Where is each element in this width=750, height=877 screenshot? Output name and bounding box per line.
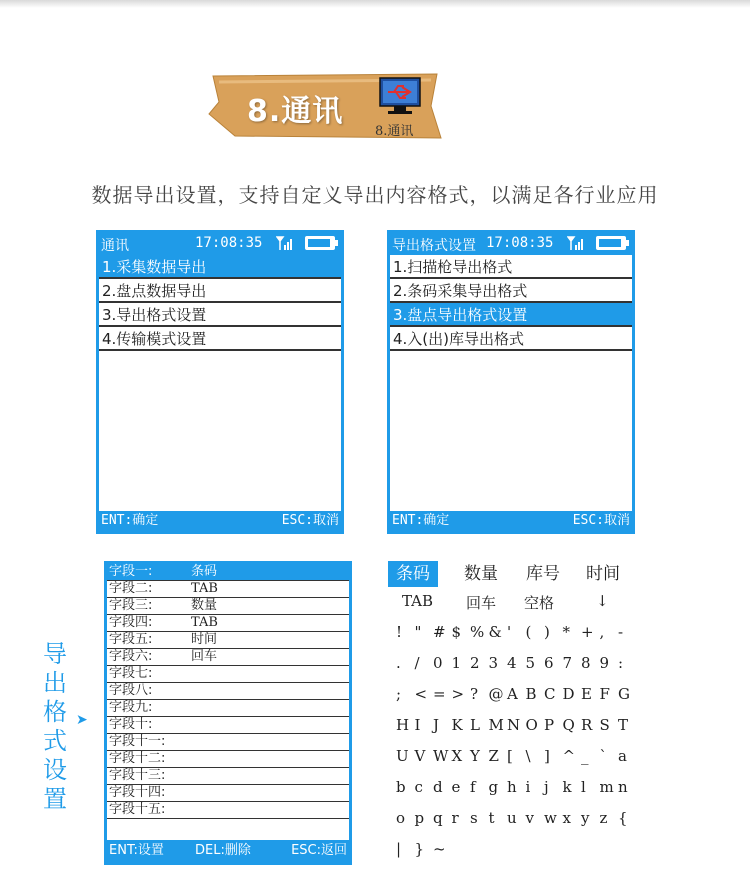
tab-key[interactable]: 时间 bbox=[586, 564, 620, 584]
tab-key[interactable]: 库号 bbox=[526, 564, 560, 584]
page-subtitle: 数据导出设置，支持自定义导出内容格式，以满足各行业应用 bbox=[91, 183, 659, 207]
tab-key[interactable]: 条码 bbox=[388, 561, 438, 587]
char-key[interactable]: [ bbox=[507, 747, 513, 765]
field-row[interactable] bbox=[107, 768, 349, 785]
char-row bbox=[388, 685, 638, 711]
softkey-ent[interactable]: ENT:确定 bbox=[392, 513, 450, 528]
char-row bbox=[388, 747, 638, 773]
char-key[interactable]: W bbox=[433, 747, 449, 765]
char-key[interactable]: Y bbox=[470, 747, 480, 765]
char-key[interactable]: n bbox=[618, 778, 628, 796]
char-key[interactable]: z bbox=[599, 809, 608, 827]
char-key[interactable]: i bbox=[525, 778, 531, 796]
field-name: 字段十一: bbox=[109, 734, 166, 749]
char-key[interactable]: S bbox=[599, 716, 610, 734]
char-key[interactable]: < bbox=[414, 685, 428, 703]
char-row bbox=[388, 623, 638, 649]
status-bar bbox=[99, 233, 341, 255]
char-key[interactable]: x bbox=[562, 809, 571, 827]
field-row[interactable] bbox=[107, 683, 349, 700]
char-row bbox=[388, 716, 638, 742]
softkey-bar bbox=[107, 840, 349, 862]
field-value: TAB bbox=[191, 581, 218, 596]
field-name: 字段七: bbox=[109, 666, 153, 681]
char-key[interactable]: p bbox=[414, 809, 425, 827]
char-key[interactable]: v bbox=[525, 809, 534, 827]
signal-icon bbox=[567, 236, 585, 251]
char-key[interactable]: ' bbox=[507, 623, 512, 641]
char-key[interactable]: T bbox=[618, 716, 629, 734]
char-key[interactable]: t bbox=[488, 809, 495, 827]
field-type-tabs bbox=[388, 561, 638, 587]
char-key[interactable]: L bbox=[470, 716, 480, 734]
char-key[interactable]: $ bbox=[451, 623, 462, 641]
clock: 17:08:35 bbox=[195, 235, 263, 251]
field-name: 字段十三: bbox=[109, 768, 166, 783]
char-key[interactable]: w bbox=[544, 809, 557, 827]
char-key[interactable]: + bbox=[581, 623, 594, 641]
char-key[interactable]: l bbox=[581, 778, 586, 796]
char-key[interactable]: I bbox=[414, 716, 421, 734]
char-key[interactable]: e bbox=[451, 778, 461, 796]
char-key[interactable]: & bbox=[488, 623, 502, 641]
char-key[interactable]: , bbox=[599, 623, 605, 641]
field-name: 字段一: bbox=[109, 564, 153, 579]
field-row[interactable] bbox=[107, 785, 349, 802]
char-key[interactable]: j bbox=[544, 778, 549, 796]
char-key[interactable]: 2 bbox=[470, 654, 480, 672]
char-row bbox=[388, 840, 638, 866]
char-key[interactable]: B bbox=[525, 685, 537, 703]
menu-item[interactable]: 2.条码采集导出格式 bbox=[390, 279, 632, 303]
char-key[interactable]: ~ bbox=[433, 840, 446, 858]
char-key[interactable]: ! bbox=[396, 623, 403, 641]
char-key[interactable]: 1 bbox=[451, 654, 462, 672]
field-row[interactable] bbox=[107, 734, 349, 751]
char-key[interactable]: r bbox=[451, 809, 459, 827]
softkey-esc[interactable]: ESC:取消 bbox=[281, 513, 339, 528]
screen-title: 导出格式设置 bbox=[392, 238, 476, 254]
char-key[interactable]: a bbox=[618, 747, 627, 765]
field-row[interactable] bbox=[107, 649, 349, 666]
char-key[interactable]: g bbox=[488, 778, 499, 796]
char-key[interactable]: V bbox=[414, 747, 426, 765]
top-divider bbox=[0, 0, 750, 8]
softkey-ent[interactable]: ENT:设置 bbox=[109, 843, 164, 858]
char-key[interactable]: ) bbox=[544, 623, 550, 641]
device-screen-export-format bbox=[387, 230, 635, 534]
special-key[interactable]: TAB bbox=[402, 592, 434, 610]
char-key[interactable]: D bbox=[562, 685, 575, 703]
char-key[interactable]: P bbox=[544, 716, 555, 734]
field-name: 字段九: bbox=[109, 700, 153, 715]
softkey-esc[interactable]: ESC:返回 bbox=[291, 843, 347, 858]
char-key[interactable]: E bbox=[581, 685, 592, 703]
field-value: 时间 bbox=[191, 632, 218, 647]
field-row[interactable] bbox=[107, 700, 349, 717]
field-setting-screen bbox=[104, 561, 352, 865]
field-name: 字段四: bbox=[109, 615, 153, 630]
menu-list bbox=[99, 255, 341, 351]
char-key[interactable]: = bbox=[433, 685, 446, 703]
char-key[interactable]: y bbox=[581, 809, 590, 827]
char-key[interactable]: 8 bbox=[581, 654, 591, 672]
char-key[interactable]: f bbox=[470, 778, 476, 796]
char-key[interactable]: b bbox=[396, 778, 406, 796]
char-key[interactable]: % bbox=[470, 623, 485, 641]
arrow-right-icon: ➤ bbox=[76, 712, 88, 728]
char-key[interactable]: J bbox=[433, 716, 440, 734]
softkey-bar bbox=[390, 511, 632, 531]
char-key[interactable]: Z bbox=[488, 747, 499, 765]
field-value: 回车 bbox=[191, 649, 218, 664]
char-key[interactable]: / bbox=[414, 654, 420, 672]
char-row bbox=[388, 654, 638, 680]
char-key[interactable]: ^ bbox=[562, 747, 576, 765]
char-key[interactable]: F bbox=[599, 685, 610, 703]
banner-icon-caption: 8.通讯 bbox=[375, 124, 414, 139]
field-value: TAB bbox=[191, 615, 218, 630]
char-key[interactable]: Q bbox=[562, 716, 575, 734]
char-key[interactable]: { bbox=[618, 809, 628, 827]
clock: 17:08:35 bbox=[486, 235, 554, 251]
field-name: 字段二: bbox=[109, 581, 153, 596]
special-key[interactable]: ↓ bbox=[596, 592, 609, 610]
field-value: 条码 bbox=[191, 564, 218, 579]
char-key[interactable]: m bbox=[599, 778, 614, 796]
field-row[interactable] bbox=[107, 615, 349, 632]
banner-title: 8.通讯 bbox=[247, 94, 344, 129]
tab-key[interactable]: 数量 bbox=[464, 564, 498, 584]
char-key[interactable]: K bbox=[451, 716, 463, 734]
char-key[interactable]: 9 bbox=[599, 654, 610, 672]
char-key[interactable]: 6 bbox=[544, 654, 554, 672]
char-key[interactable]: M bbox=[488, 716, 504, 734]
char-key[interactable]: C bbox=[544, 685, 556, 703]
char-key[interactable]: X bbox=[451, 747, 463, 765]
field-name: 字段五: bbox=[109, 632, 153, 647]
menu-item[interactable]: 2.盘点数据导出 bbox=[99, 279, 341, 303]
softkey-del[interactable]: DEL:删除 bbox=[195, 843, 251, 858]
character-keyboard bbox=[388, 561, 638, 871]
char-key[interactable]: 7 bbox=[562, 654, 573, 672]
special-key-row bbox=[388, 592, 638, 618]
char-key[interactable]: G bbox=[618, 685, 630, 703]
field-row[interactable] bbox=[107, 564, 349, 581]
char-key[interactable]: \ bbox=[525, 747, 531, 765]
softkey-ent[interactable]: ENT:确定 bbox=[101, 513, 159, 528]
field-name: 字段十: bbox=[109, 717, 153, 732]
char-key[interactable]: } bbox=[414, 840, 425, 858]
field-list bbox=[107, 564, 349, 819]
char-key[interactable]: q bbox=[433, 809, 443, 827]
battery-icon bbox=[305, 236, 335, 250]
char-key[interactable]: 0 bbox=[433, 654, 443, 672]
char-row bbox=[388, 809, 638, 835]
screen-title: 通讯 bbox=[101, 238, 129, 254]
char-key[interactable]: . bbox=[396, 654, 401, 672]
field-name: 字段十二: bbox=[109, 751, 166, 766]
side-label: 导出格式设置 bbox=[43, 640, 67, 813]
char-key[interactable]: ` bbox=[599, 747, 607, 765]
field-row[interactable] bbox=[107, 581, 349, 598]
char-key[interactable]: H bbox=[396, 716, 410, 734]
softkey-esc[interactable]: ESC:取消 bbox=[572, 513, 630, 528]
signal-icon bbox=[276, 236, 294, 251]
char-key[interactable]: N bbox=[507, 716, 521, 734]
char-key[interactable]: A bbox=[507, 685, 518, 703]
monitor-usb-icon bbox=[378, 76, 422, 116]
menu-item[interactable]: 4.入(出)库导出格式 bbox=[390, 327, 632, 351]
char-row bbox=[388, 778, 638, 804]
char-key[interactable]: O bbox=[525, 716, 538, 734]
softkey-bar bbox=[99, 511, 341, 531]
char-key[interactable]: ( bbox=[525, 623, 532, 641]
field-name: 字段十五: bbox=[109, 802, 166, 817]
char-key[interactable]: " bbox=[414, 623, 422, 641]
field-row[interactable] bbox=[107, 666, 349, 683]
char-key[interactable]: k bbox=[562, 778, 572, 796]
menu-item[interactable]: 1.扫描枪导出格式 bbox=[390, 255, 632, 279]
char-key[interactable]: * bbox=[562, 623, 570, 641]
char-key[interactable]: - bbox=[618, 623, 624, 641]
battery-icon bbox=[596, 236, 626, 250]
field-row[interactable] bbox=[107, 717, 349, 734]
char-key[interactable]: @ bbox=[488, 685, 504, 703]
char-key[interactable]: 3 bbox=[488, 654, 499, 672]
device-screen-communication bbox=[96, 230, 344, 534]
char-key[interactable]: ; bbox=[396, 685, 402, 703]
menu-list bbox=[390, 255, 632, 351]
section-banner bbox=[205, 72, 445, 140]
special-key[interactable]: 空格 bbox=[524, 594, 555, 612]
field-row[interactable] bbox=[107, 751, 349, 768]
char-key[interactable]: > bbox=[451, 685, 465, 703]
char-key[interactable]: s bbox=[470, 809, 478, 827]
char-key[interactable]: d bbox=[433, 778, 443, 796]
field-name: 字段八: bbox=[109, 683, 153, 698]
status-bar bbox=[390, 233, 632, 255]
char-key[interactable]: U bbox=[396, 747, 409, 765]
char-key[interactable]: R bbox=[581, 716, 593, 734]
char-key[interactable]: 5 bbox=[525, 654, 536, 672]
field-name: 字段十四: bbox=[109, 785, 166, 800]
char-key[interactable]: u bbox=[507, 809, 517, 827]
menu-item[interactable]: 4.传输模式设置 bbox=[99, 327, 341, 351]
menu-item[interactable]: 3.导出格式设置 bbox=[99, 303, 341, 327]
field-value: 数量 bbox=[191, 598, 218, 613]
menu-item[interactable]: 1.采集数据导出 bbox=[99, 255, 341, 279]
char-key[interactable]: c bbox=[414, 778, 423, 796]
field-name: 字段六: bbox=[109, 649, 153, 664]
field-name: 字段三: bbox=[109, 598, 153, 613]
special-key[interactable]: 回车 bbox=[466, 594, 497, 612]
char-key[interactable]: # bbox=[433, 623, 446, 641]
menu-item[interactable]: 3.盘点导出格式设置 bbox=[390, 303, 632, 327]
char-key[interactable]: ] bbox=[544, 747, 550, 765]
field-row[interactable] bbox=[107, 598, 349, 615]
char-key[interactable]: 4 bbox=[507, 654, 517, 672]
char-key[interactable]: : bbox=[618, 654, 624, 672]
field-row[interactable] bbox=[107, 632, 349, 649]
char-key[interactable]: ? bbox=[470, 685, 479, 703]
field-row[interactable] bbox=[107, 802, 349, 819]
char-key[interactable]: _ bbox=[581, 747, 589, 765]
char-key[interactable]: | bbox=[396, 840, 402, 858]
char-key[interactable]: h bbox=[507, 778, 517, 796]
char-key[interactable]: o bbox=[396, 809, 406, 827]
